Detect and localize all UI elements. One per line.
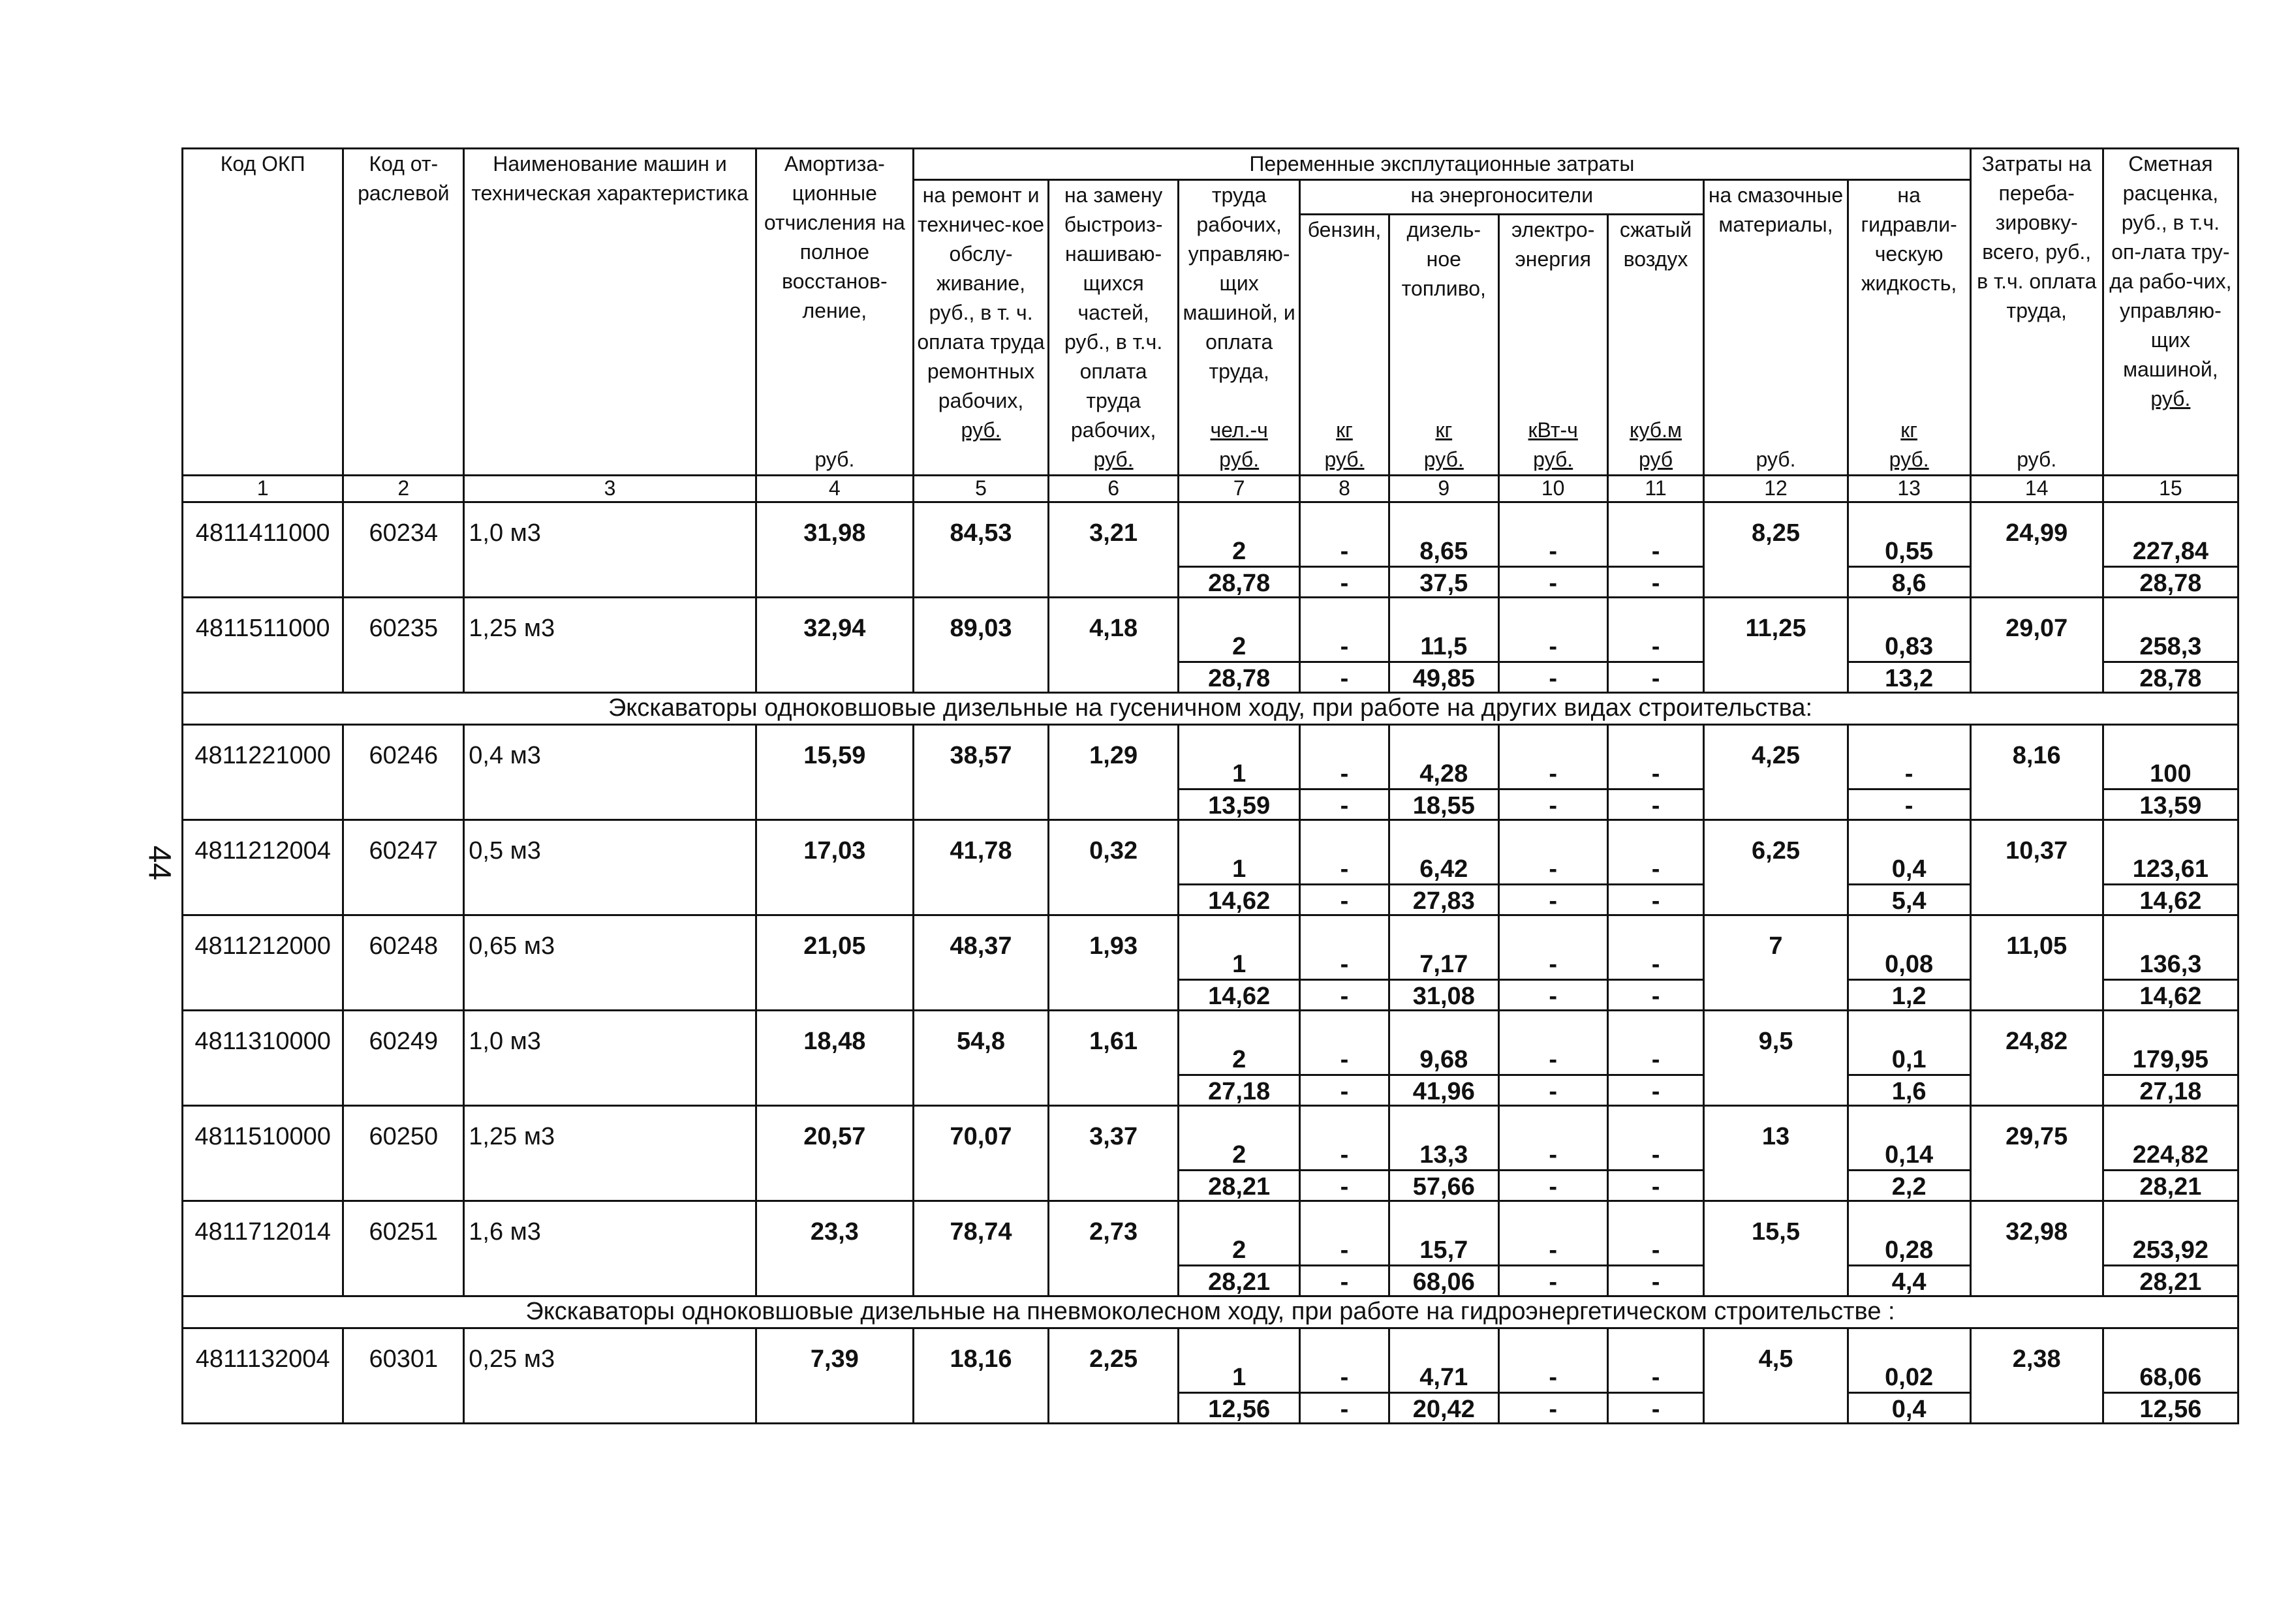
cell-hy1: - [1848, 725, 1970, 789]
cell-name: 0,5 м3 [464, 820, 756, 915]
cell-dis1: 9,68 [1389, 1011, 1498, 1075]
cell-pet2: - [1300, 885, 1389, 915]
column-number-4: 4 [756, 476, 913, 502]
cell-est1: 224,82 [2103, 1106, 2238, 1171]
cell-hy1: 0,4 [1848, 820, 1970, 885]
cell-lab2: 28,78 [1179, 567, 1300, 598]
cell-el2: - [1498, 662, 1607, 693]
cell-lab2: 28,21 [1179, 1266, 1300, 1296]
cell-hy2: 1,6 [1848, 1075, 1970, 1106]
cell-est1: 100 [2103, 725, 2238, 789]
cell-est1: 258,3 [2103, 598, 2238, 662]
section-row-1 [183, 693, 2238, 725]
column-number-5: 5 [913, 476, 1048, 502]
header-repair: на ремонт и техничес-кое обслу-живание, руб., в т. ч. оплата труда ремонтных рабочих, руб. [913, 180, 1048, 476]
cell-hy2: 4,4 [1848, 1266, 1970, 1296]
cell-dis1: 15,7 [1389, 1201, 1498, 1266]
cell-trans: 11,05 [1970, 915, 2103, 1011]
cell-el1: - [1498, 1106, 1607, 1171]
cell-dis1: 6,42 [1389, 820, 1498, 885]
cell-el1: - [1498, 820, 1607, 885]
cell-pet2: - [1300, 1393, 1389, 1424]
cell-otr: 60247 [343, 820, 464, 915]
cell-pet1: - [1300, 725, 1389, 789]
header-kod-otr: Код от-раслевой [343, 149, 464, 476]
cell-name: 0,4 м3 [464, 725, 756, 820]
cell-air1: - [1607, 502, 1704, 567]
table-row [183, 502, 2238, 567]
cell-pet2: - [1300, 1075, 1389, 1106]
cell-el2: - [1498, 1266, 1607, 1296]
machine-rates-table [181, 147, 2239, 1424]
cell-air1: - [1607, 1011, 1704, 1075]
cell-dis1: 8,65 [1389, 502, 1498, 567]
cell-est2: 28,78 [2103, 662, 2238, 693]
cell-parts: 2,25 [1049, 1328, 1179, 1424]
cell-el2: - [1498, 1171, 1607, 1201]
cell-pet1: - [1300, 820, 1389, 885]
cell-lab1: 1 [1179, 915, 1300, 980]
cell-lube: 11,25 [1704, 598, 1848, 693]
cell-pet1: - [1300, 1106, 1389, 1171]
header-var-costs: Переменные эксплутационные затраты [913, 149, 1970, 180]
header-name: Наименование машин и техническая характеристика [464, 149, 756, 476]
cell-pet1: - [1300, 1011, 1389, 1075]
cell-otr: 60234 [343, 502, 464, 598]
table-row [183, 598, 2238, 662]
cell-otr: 60246 [343, 725, 464, 820]
cell-otr: 60251 [343, 1201, 464, 1296]
header-petrol: бензин, кг руб. [1300, 215, 1389, 476]
cell-air2: - [1607, 1266, 1704, 1296]
cell-air2: - [1607, 980, 1704, 1011]
cell-parts: 3,21 [1049, 502, 1179, 598]
cell-el2: - [1498, 789, 1607, 820]
cell-est1: 253,92 [2103, 1201, 2238, 1266]
cell-otr: 60301 [343, 1328, 464, 1424]
cell-parts: 1,61 [1049, 1011, 1179, 1106]
header-kod-okp: Код ОКП [183, 149, 343, 476]
column-number-7: 7 [1179, 476, 1300, 502]
cell-el1: - [1498, 915, 1607, 980]
column-number-1: 1 [183, 476, 343, 502]
cell-lab1: 2 [1179, 1106, 1300, 1171]
cell-pet2: - [1300, 567, 1389, 598]
cell-amort: 15,59 [756, 725, 913, 820]
cell-okp: 4811132004 [183, 1328, 343, 1424]
cell-el1: - [1498, 725, 1607, 789]
column-number-14: 14 [1970, 476, 2103, 502]
cell-air2: - [1607, 789, 1704, 820]
cell-lube: 9,5 [1704, 1011, 1848, 1106]
cell-okp: 4811510000 [183, 1106, 343, 1201]
cell-otr: 60235 [343, 598, 464, 693]
table-row [183, 725, 2238, 789]
cell-trans: 24,99 [1970, 502, 2103, 598]
cell-lube: 13 [1704, 1106, 1848, 1201]
cell-est1: 227,84 [2103, 502, 2238, 567]
header-hydr: на гидравли-ческую жидкость, кг руб. [1848, 180, 1970, 476]
cell-dis2: 41,96 [1389, 1075, 1498, 1106]
cell-est1: 179,95 [2103, 1011, 2238, 1075]
cell-hy1: 0,02 [1848, 1328, 1970, 1393]
column-number-11: 11 [1607, 476, 1704, 502]
cell-est2: 12,56 [2103, 1393, 2238, 1424]
cell-name: 1,25 м3 [464, 1106, 756, 1201]
cell-name: 0,65 м3 [464, 915, 756, 1011]
header-air: сжатый воздух куб.м руб [1607, 215, 1704, 476]
cell-lube: 4,5 [1704, 1328, 1848, 1424]
cell-hy2: 13,2 [1848, 662, 1970, 693]
cell-hy1: 0,28 [1848, 1201, 1970, 1266]
cell-name: 1,0 м3 [464, 1011, 756, 1106]
cell-air2: - [1607, 567, 1704, 598]
cell-air2: - [1607, 1075, 1704, 1106]
cell-lab1: 1 [1179, 820, 1300, 885]
cell-pet2: - [1300, 789, 1389, 820]
cell-lab2: 14,62 [1179, 885, 1300, 915]
cell-trans: 2,38 [1970, 1328, 2103, 1424]
cell-est1: 136,3 [2103, 915, 2238, 980]
cell-parts: 2,73 [1049, 1201, 1179, 1296]
column-number-13: 13 [1848, 476, 1970, 502]
cell-hy1: 0,1 [1848, 1011, 1970, 1075]
header-elec: электро-энергия кВт-ч руб. [1498, 215, 1607, 476]
cell-hy1: 0,83 [1848, 598, 1970, 662]
cell-hy1: 0,14 [1848, 1106, 1970, 1171]
cell-dis2: 49,85 [1389, 662, 1498, 693]
cell-okp: 4811212004 [183, 820, 343, 915]
cell-lab1: 2 [1179, 1011, 1300, 1075]
column-number-6: 6 [1049, 476, 1179, 502]
cell-air2: - [1607, 1171, 1704, 1201]
cell-otr: 60249 [343, 1011, 464, 1106]
cell-pet1: - [1300, 598, 1389, 662]
cell-air1: - [1607, 725, 1704, 789]
cell-el1: - [1498, 502, 1607, 567]
cell-okp: 4811411000 [183, 502, 343, 598]
cell-lab1: 1 [1179, 725, 1300, 789]
cell-air1: - [1607, 1106, 1704, 1171]
cell-dis1: 4,71 [1389, 1328, 1498, 1393]
cell-el1: - [1498, 1011, 1607, 1075]
cell-hy2: 2,2 [1848, 1171, 1970, 1201]
cell-name: 1,6 м3 [464, 1201, 756, 1296]
table-row [183, 820, 2238, 885]
cell-lab2: 27,18 [1179, 1075, 1300, 1106]
cell-pet1: - [1300, 1328, 1389, 1393]
section-row-2 [183, 1296, 2238, 1328]
cell-est1: 68,06 [2103, 1328, 2238, 1393]
cell-el2: - [1498, 1075, 1607, 1106]
cell-dis1: 4,28 [1389, 725, 1498, 789]
header-estimate: Сметная расценка, руб., в т.ч. оп-лата тру-да рабо-чих, управляю-щих машиной, руб. [2103, 149, 2238, 476]
column-number-15: 15 [2103, 476, 2238, 502]
cell-est2: 14,62 [2103, 980, 2238, 1011]
cell-lube: 6,25 [1704, 820, 1848, 915]
cell-est2: 28,78 [2103, 567, 2238, 598]
cell-pet1: - [1300, 1201, 1389, 1266]
cell-air1: - [1607, 820, 1704, 885]
cell-hy1: 0,08 [1848, 915, 1970, 980]
cell-repair: 41,78 [913, 820, 1048, 915]
cell-hy2: 8,6 [1848, 567, 1970, 598]
column-number-2: 2 [343, 476, 464, 502]
cell-air1: - [1607, 1201, 1704, 1266]
cell-parts: 4,18 [1049, 598, 1179, 693]
cell-est2: 28,21 [2103, 1266, 2238, 1296]
header-diesel: дизель-ное топливо, кг руб. [1389, 215, 1498, 476]
cell-est2: 28,21 [2103, 1171, 2238, 1201]
cell-hy1: 0,55 [1848, 502, 1970, 567]
cell-parts: 0,32 [1049, 820, 1179, 915]
cell-repair: 38,57 [913, 725, 1048, 820]
cell-lube: 4,25 [1704, 725, 1848, 820]
column-number-8: 8 [1300, 476, 1389, 502]
cell-dis2: 20,42 [1389, 1393, 1498, 1424]
cell-okp: 4811310000 [183, 1011, 343, 1106]
cell-est2: 14,62 [2103, 885, 2238, 915]
cell-air1: - [1607, 598, 1704, 662]
cell-el1: - [1498, 1201, 1607, 1266]
page-number: 44 [142, 845, 177, 881]
cell-okp: 4811712014 [183, 1201, 343, 1296]
cell-amort: 17,03 [756, 820, 913, 915]
cell-okp: 4811212000 [183, 915, 343, 1011]
cell-lab2: 28,21 [1179, 1171, 1300, 1201]
table-row [183, 1328, 2238, 1393]
cell-lab2: 28,78 [1179, 662, 1300, 693]
cell-dis2: 57,66 [1389, 1171, 1498, 1201]
section-title-1: Экскаваторы одноковшовые дизельные на гусеничном ходу, при работе на других видах строительства: [183, 693, 2238, 725]
header-labor: труда рабочих, управляю-щих машиной, и оплата труда, чел.-ч руб. [1179, 180, 1300, 476]
cell-amort: 32,94 [756, 598, 913, 693]
cell-amort: 23,3 [756, 1201, 913, 1296]
cell-dis2: 27,83 [1389, 885, 1498, 915]
cell-pet1: - [1300, 502, 1389, 567]
header-lube: на смазочные материалы, руб. [1704, 180, 1848, 476]
cell-repair: 84,53 [913, 502, 1048, 598]
cell-lab2: 12,56 [1179, 1393, 1300, 1424]
cell-repair: 54,8 [913, 1011, 1048, 1106]
cell-repair: 78,74 [913, 1201, 1048, 1296]
cell-trans: 10,37 [1970, 820, 2103, 915]
cell-el2: - [1498, 1393, 1607, 1424]
cell-air2: - [1607, 1393, 1704, 1424]
cell-dis1: 11,5 [1389, 598, 1498, 662]
cell-lube: 15,5 [1704, 1201, 1848, 1296]
table-row [183, 915, 2238, 980]
column-number-12: 12 [1704, 476, 1848, 502]
cell-pet2: - [1300, 662, 1389, 693]
cell-air2: - [1607, 662, 1704, 693]
cell-repair: 18,16 [913, 1328, 1048, 1424]
column-number-3: 3 [464, 476, 756, 502]
cell-name: 1,25 м3 [464, 598, 756, 693]
cell-dis2: 18,55 [1389, 789, 1498, 820]
cell-lab1: 2 [1179, 1201, 1300, 1266]
cell-air1: - [1607, 915, 1704, 980]
cell-okp: 4811221000 [183, 725, 343, 820]
cell-trans: 29,07 [1970, 598, 2103, 693]
cell-lab1: 2 [1179, 598, 1300, 662]
cell-repair: 89,03 [913, 598, 1048, 693]
cell-parts: 3,37 [1049, 1106, 1179, 1201]
cell-dis2: 31,08 [1389, 980, 1498, 1011]
cell-hy2: 0,4 [1848, 1393, 1970, 1424]
table-row [183, 1011, 2238, 1075]
cell-air2: - [1607, 885, 1704, 915]
cell-dis1: 13,3 [1389, 1106, 1498, 1171]
cell-trans: 29,75 [1970, 1106, 2103, 1201]
cell-amort: 7,39 [756, 1328, 913, 1424]
cell-trans: 8,16 [1970, 725, 2103, 820]
cell-dis2: 37,5 [1389, 567, 1498, 598]
cell-pet1: - [1300, 915, 1389, 980]
cell-lube: 7 [1704, 915, 1848, 1011]
cell-lab1: 1 [1179, 1328, 1300, 1393]
cell-est1: 123,61 [2103, 820, 2238, 885]
column-number-10: 10 [1498, 476, 1607, 502]
column-number-9: 9 [1389, 476, 1498, 502]
cell-okp: 4811511000 [183, 598, 343, 693]
cell-parts: 1,29 [1049, 725, 1179, 820]
cell-lab1: 2 [1179, 502, 1300, 567]
cell-pet2: - [1300, 1171, 1389, 1201]
cell-pet2: - [1300, 980, 1389, 1011]
cell-el2: - [1498, 885, 1607, 915]
cell-otr: 60248 [343, 915, 464, 1011]
cell-hy2: 1,2 [1848, 980, 1970, 1011]
cell-otr: 60250 [343, 1106, 464, 1201]
cell-el1: - [1498, 1328, 1607, 1393]
cell-repair: 48,37 [913, 915, 1048, 1011]
cell-amort: 21,05 [756, 915, 913, 1011]
cell-el2: - [1498, 980, 1607, 1011]
cell-hy2: - [1848, 789, 1970, 820]
cell-dis2: 68,06 [1389, 1266, 1498, 1296]
cell-dis1: 7,17 [1389, 915, 1498, 980]
cell-lube: 8,25 [1704, 502, 1848, 598]
cell-pet2: - [1300, 1266, 1389, 1296]
header-row-1 [183, 149, 2238, 180]
cell-est2: 27,18 [2103, 1075, 2238, 1106]
table-row [183, 1201, 2238, 1266]
cell-amort: 20,57 [756, 1106, 913, 1201]
header-amort: Амортиза-ционные отчисления на полное восстанов-ление, руб. [756, 149, 913, 476]
cell-amort: 18,48 [756, 1011, 913, 1106]
header-parts: на замену быстроиз-нашиваю-щихся частей, руб., в т.ч. оплата труда рабочих, руб. [1049, 180, 1179, 476]
table-row [183, 1106, 2238, 1171]
header-energy: на энергоносители [1300, 180, 1704, 215]
cell-trans: 24,82 [1970, 1011, 2103, 1106]
column-number-row [183, 476, 2238, 502]
cell-name: 1,0 м3 [464, 502, 756, 598]
cell-parts: 1,93 [1049, 915, 1179, 1011]
cell-name: 0,25 м3 [464, 1328, 756, 1424]
cell-lab2: 13,59 [1179, 789, 1300, 820]
cell-trans: 32,98 [1970, 1201, 2103, 1296]
cell-el1: - [1498, 598, 1607, 662]
cell-hy2: 5,4 [1848, 885, 1970, 915]
cell-est2: 13,59 [2103, 789, 2238, 820]
header-transfer: Затраты на переба-зировку-всего, руб., в т.ч. оплата труда, руб. [1970, 149, 2103, 476]
cell-lab2: 14,62 [1179, 980, 1300, 1011]
section-title-2: Экскаваторы одноковшовые дизельные на пневмоколесном ходу, при работе на гидроэнергетическом строительстве : [183, 1296, 2238, 1328]
cell-repair: 70,07 [913, 1106, 1048, 1201]
cell-el2: - [1498, 567, 1607, 598]
cell-amort: 31,98 [756, 502, 913, 598]
cell-air1: - [1607, 1328, 1704, 1393]
